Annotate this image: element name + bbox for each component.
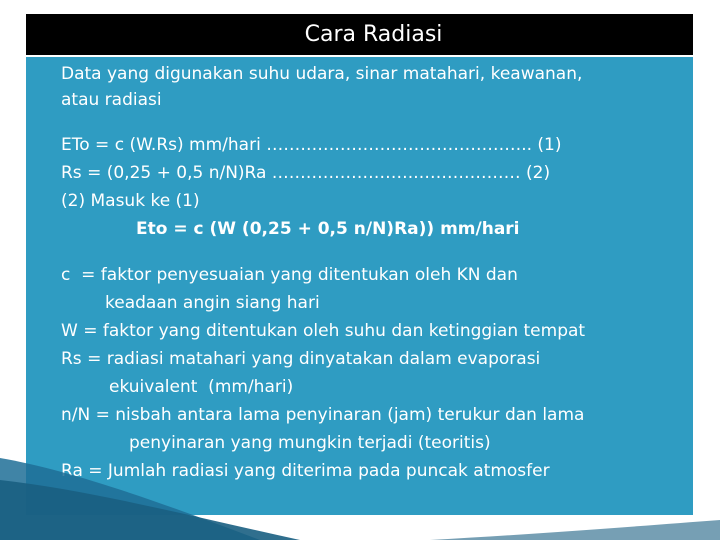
intro-line-2: atau radiasi xyxy=(61,90,162,110)
equation-substitution: (2) Masuk ke (1) xyxy=(61,191,200,211)
equation-rs: Rs = (0,25 + 0,5 n/N)Ra ……………………..……………… (2) xyxy=(61,163,551,183)
spacer xyxy=(61,243,685,261)
decorative-swoosh xyxy=(0,450,720,540)
definition-line: c = faktor penyesuaian yang ditentukan oleh KN dan xyxy=(61,265,518,285)
equation-eto: ETo = c (W.Rs) mm/hari ……………………………………….. (1) xyxy=(61,135,562,155)
definition-line: ekuivalent (mm/hari) xyxy=(109,377,294,397)
slide-title: Cara Radiasi xyxy=(26,14,693,55)
definition-line: n/N = nisbah antara lama penyinaran (jam) terukur dan lama xyxy=(61,405,585,425)
definition-line: W = faktor yang ditentukan oleh suhu dan ketinggian tempat xyxy=(61,321,586,341)
definition-line: Rs = radiasi matahari yang dinyatakan dalam evaporasi xyxy=(61,349,541,369)
spacer xyxy=(61,113,685,131)
content-panel xyxy=(26,57,693,515)
result-equation: Eto = c (W (0,25 + 0,5 n/N)Ra)) mm/hari xyxy=(136,219,520,239)
definition-line: penyinaran yang mungkin terjadi (teoritis) xyxy=(129,433,491,453)
intro-line-1: Data yang digunakan suhu udara, sinar matahari, keawanan, xyxy=(61,64,583,84)
definition-line: keadaan angin siang hari xyxy=(105,293,320,313)
definition-line: Ra = Jumlah radiasi yang diterima pada puncak atmosfer xyxy=(61,461,550,481)
